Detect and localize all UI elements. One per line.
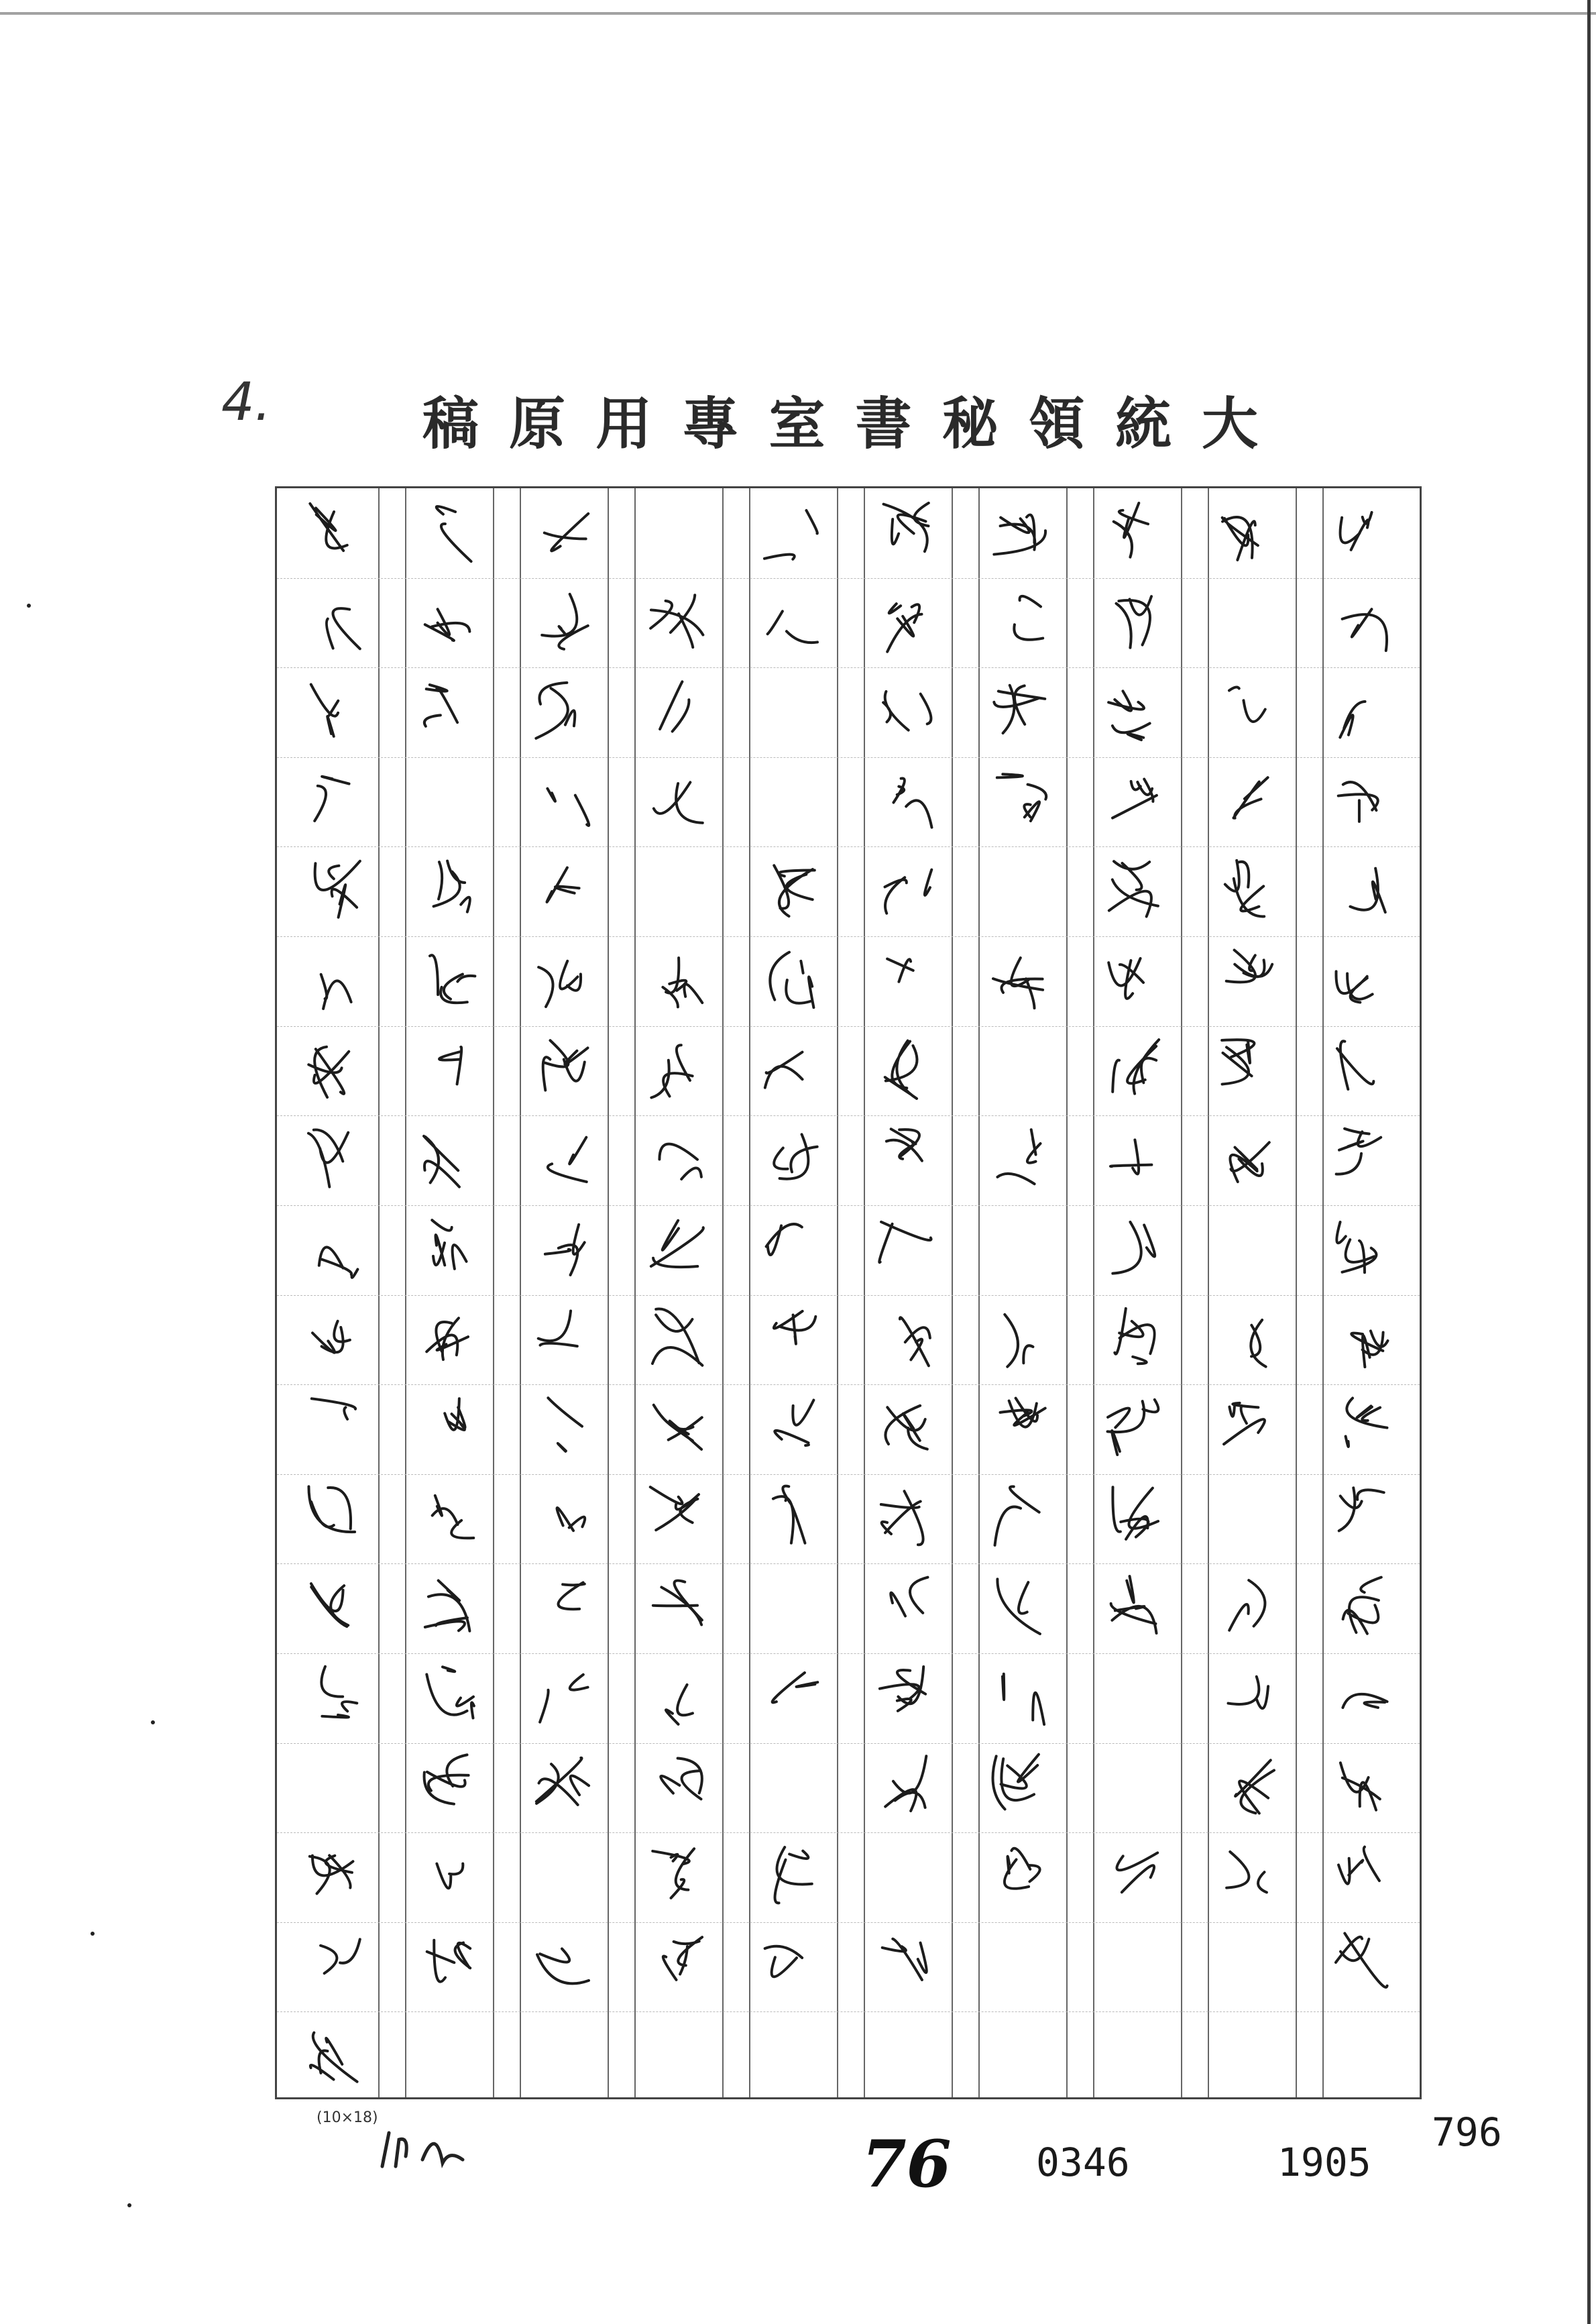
handwritten-glyph bbox=[1339, 1488, 1384, 1531]
handwritten-glyph bbox=[536, 1758, 589, 1805]
grid-column-line bbox=[405, 488, 406, 2097]
handwritten-glyph bbox=[663, 1937, 702, 1980]
scan-speck bbox=[27, 604, 31, 608]
handwritten-glyph bbox=[994, 685, 1045, 733]
grid-column-line bbox=[978, 488, 980, 2097]
handwritten-glyph bbox=[1346, 1398, 1387, 1447]
grid-column-line bbox=[493, 488, 494, 2097]
handwritten-glyph bbox=[1340, 702, 1365, 737]
doc-number-a: 0346 bbox=[1036, 2140, 1130, 2185]
handwritten-glyph bbox=[425, 1581, 470, 1631]
handwritten-glyph bbox=[433, 1496, 474, 1538]
handwritten-glyph bbox=[1229, 1580, 1265, 1630]
handwritten-glyph bbox=[1341, 512, 1372, 550]
handwritten-glyph bbox=[651, 1045, 692, 1097]
handwritten-glyph bbox=[538, 1311, 577, 1347]
handwritten-glyph bbox=[1229, 687, 1265, 722]
handwritten-glyph bbox=[1108, 1400, 1159, 1455]
handwritten-glyph bbox=[315, 777, 349, 821]
grid-column-line bbox=[608, 488, 609, 2097]
handwritten-glyph bbox=[548, 1138, 587, 1182]
handwritten-glyph bbox=[900, 1317, 930, 1366]
handwritten-glyph bbox=[321, 1939, 360, 1973]
handwritten-glyph bbox=[308, 1129, 348, 1186]
handwritten-glyph bbox=[321, 1667, 357, 1718]
grid-column-line bbox=[952, 488, 953, 2097]
handwritten-glyph bbox=[994, 515, 1045, 555]
header-char: 書 bbox=[855, 390, 915, 457]
handwritten-glyph bbox=[652, 1309, 702, 1365]
handwritten-glyph bbox=[997, 1129, 1040, 1184]
grid-row-line bbox=[277, 2011, 1420, 2012]
grid-row-line bbox=[277, 1563, 1420, 1564]
handwritten-glyph bbox=[651, 1221, 703, 1267]
handwritten-glyph bbox=[1230, 1142, 1269, 1182]
handwritten-glyph bbox=[887, 1129, 922, 1160]
handwritten-glyph bbox=[545, 514, 588, 551]
handwritten-glyph bbox=[885, 1406, 927, 1449]
handwritten-glyph bbox=[659, 1144, 701, 1179]
handwritten-glyph bbox=[1336, 1222, 1376, 1272]
handwritten-glyph bbox=[1338, 782, 1378, 822]
corner-mark: 4. bbox=[221, 372, 272, 433]
handwritten-glyph bbox=[1336, 971, 1372, 1002]
handwritten-glyph bbox=[1336, 1129, 1381, 1174]
handwritten-glyph bbox=[882, 1939, 927, 1980]
handwritten-glyph bbox=[1251, 1320, 1265, 1367]
handwritten-glyph bbox=[654, 782, 703, 822]
handwritten-glyph bbox=[997, 1579, 1039, 1634]
handwritten-glyph bbox=[765, 1946, 803, 1977]
handwritten-glyph bbox=[885, 1756, 926, 1811]
handwritten-glyph bbox=[1227, 1852, 1267, 1893]
handwritten-glyph bbox=[774, 1311, 815, 1344]
handwritten-glyph bbox=[1229, 1677, 1269, 1708]
handwritten-glyph bbox=[312, 1321, 350, 1353]
handwritten-glyph bbox=[885, 1041, 917, 1099]
grid-column-line bbox=[722, 488, 724, 2097]
handwritten-glyph bbox=[1117, 1852, 1157, 1892]
handwritten-glyph bbox=[1337, 1041, 1373, 1089]
handwritten-glyph bbox=[884, 503, 929, 551]
handwritten-glyph bbox=[1224, 1403, 1265, 1444]
handwritten-glyph bbox=[891, 1578, 927, 1616]
header-char: 室 bbox=[768, 390, 828, 457]
grid-row-line bbox=[277, 1026, 1420, 1027]
handwritten-glyph bbox=[1343, 1578, 1381, 1634]
handwritten-glyph bbox=[1338, 1847, 1379, 1884]
handwritten-glyph bbox=[434, 861, 470, 912]
page-header bbox=[422, 382, 1261, 456]
handwritten-glyph bbox=[537, 1948, 589, 1983]
handwritten-glyph bbox=[1109, 861, 1158, 916]
handwritten-glyph bbox=[660, 681, 689, 731]
handwritten-glyph bbox=[1005, 1315, 1033, 1367]
handwritten-glyph bbox=[308, 1047, 349, 1097]
handwritten-glyph bbox=[439, 1047, 461, 1084]
handwritten-glyph bbox=[310, 2033, 357, 2082]
handwritten-glyph bbox=[773, 1673, 818, 1702]
handwritten-glyph bbox=[424, 685, 457, 726]
right-scan-edge bbox=[1587, 0, 1591, 2324]
header-char: 秘 bbox=[942, 390, 1001, 457]
handwritten-glyph bbox=[992, 1755, 1038, 1810]
grid-column-line bbox=[837, 488, 838, 2097]
grid-row-line bbox=[277, 1115, 1420, 1116]
handwritten-glyph bbox=[426, 1318, 468, 1360]
handwritten-glyph bbox=[311, 684, 339, 736]
handwritten-glyph bbox=[650, 1487, 699, 1530]
handwritten-glyph bbox=[1225, 861, 1264, 917]
handwritten-glyph bbox=[654, 1405, 702, 1449]
grid-row-line bbox=[277, 1743, 1420, 1744]
handwritten-glyph bbox=[1343, 1694, 1387, 1708]
grid-row-line bbox=[277, 1205, 1420, 1206]
handwritten-glyph bbox=[770, 952, 813, 1007]
handwritten-glyph bbox=[430, 955, 475, 1003]
handwritten-glyph bbox=[885, 870, 932, 914]
manuscript-grid bbox=[275, 486, 1422, 2099]
handwritten-glyph bbox=[545, 1225, 585, 1275]
handwritten-glyph bbox=[542, 594, 588, 649]
handwritten-glyph bbox=[768, 611, 817, 643]
handwritten-glyph bbox=[775, 1400, 813, 1446]
handwritten-glyph bbox=[319, 1247, 358, 1277]
handwritten-glyph bbox=[1014, 596, 1043, 640]
handwritten-glyph bbox=[663, 958, 702, 1007]
handwritten-glyph bbox=[426, 1667, 474, 1718]
handwritten-glyph bbox=[315, 861, 360, 918]
handwritten-glyph bbox=[1336, 1934, 1387, 1987]
handwritten-glyph bbox=[437, 506, 471, 561]
handwritten-glyph bbox=[1222, 517, 1258, 560]
grid-column-line bbox=[864, 488, 865, 2097]
header-char: 稿 bbox=[422, 390, 482, 457]
header-char: 原 bbox=[509, 390, 569, 457]
handwritten-glyph bbox=[774, 1134, 817, 1178]
handwritten-glyph bbox=[773, 1486, 805, 1543]
handwritten-glyph bbox=[1235, 1760, 1274, 1813]
grid-row-line bbox=[277, 578, 1420, 579]
handwritten-footnote-scribble bbox=[376, 2119, 476, 2173]
handwritten-glyph bbox=[995, 1486, 1039, 1545]
grid-column-line bbox=[1181, 488, 1182, 2097]
header-char: 統 bbox=[1115, 390, 1174, 457]
handwritten-glyph bbox=[880, 1667, 925, 1711]
handwritten-glyph bbox=[1114, 503, 1148, 557]
handwritten-glyph bbox=[445, 1398, 465, 1430]
grid-column-line bbox=[1322, 488, 1324, 2097]
header-char: 領 bbox=[1028, 390, 1088, 457]
handwritten-glyph bbox=[425, 609, 470, 641]
handwritten-glyph bbox=[1227, 950, 1272, 982]
handwritten-glyph bbox=[1341, 1763, 1380, 1810]
handwritten-glyph bbox=[536, 683, 575, 738]
grid-row-line bbox=[277, 1384, 1420, 1385]
handwritten-glyph bbox=[427, 1940, 470, 1982]
grid-row-line bbox=[277, 1474, 1420, 1475]
handwritten-glyph bbox=[993, 958, 1043, 1008]
header-char: 專 bbox=[682, 390, 742, 457]
scan-speck bbox=[127, 2203, 131, 2207]
handwritten-glyph bbox=[764, 510, 817, 559]
handwritten-glyph bbox=[1005, 1848, 1040, 1889]
handwritten-glyph bbox=[661, 1758, 702, 1799]
handwritten-glyph bbox=[308, 1486, 355, 1532]
top-scan-border bbox=[0, 12, 1596, 15]
doc-number-b: 1905 bbox=[1277, 2140, 1371, 2185]
grid-row-line bbox=[277, 846, 1420, 847]
handwritten-glyph bbox=[1351, 1331, 1387, 1367]
handwritten-glyph bbox=[424, 1136, 459, 1187]
handwritten-glyph bbox=[774, 865, 814, 916]
handwritten-glyph bbox=[1113, 1040, 1159, 1093]
handwritten-glyph bbox=[1233, 777, 1267, 818]
grid-row-line bbox=[277, 757, 1420, 758]
handwritten-glyph bbox=[881, 1491, 923, 1545]
header-char: 大 bbox=[1201, 390, 1261, 457]
handwritten-glyph bbox=[1343, 609, 1387, 651]
handwritten-glyph bbox=[327, 608, 360, 649]
handwritten-glyph bbox=[887, 604, 921, 652]
handwritten-glyph bbox=[997, 774, 1046, 821]
handwritten-glyph bbox=[312, 1398, 355, 1419]
grid-column-line bbox=[520, 488, 521, 2097]
grid-row-line bbox=[277, 1295, 1420, 1296]
handwritten-glyph bbox=[1108, 691, 1149, 740]
handwritten-glyph bbox=[666, 1685, 693, 1724]
grid-column-line bbox=[1093, 488, 1094, 2097]
grid-column-line bbox=[1208, 488, 1209, 2097]
grid-row-line bbox=[277, 936, 1420, 937]
page-number: 76 bbox=[862, 2126, 952, 2202]
handwritten-glyph bbox=[883, 691, 931, 730]
grid-column-line bbox=[749, 488, 750, 2097]
handwritten-glyph bbox=[311, 1584, 348, 1626]
handwritten-glyph bbox=[548, 1398, 582, 1451]
doc-number-c: 796 bbox=[1432, 2109, 1502, 2155]
handwritten-glyph bbox=[1350, 869, 1385, 912]
grid-column-line bbox=[634, 488, 636, 2097]
handwriting-strokes bbox=[277, 488, 1420, 2097]
handwritten-glyph bbox=[1001, 1398, 1045, 1427]
handwritten-glyph bbox=[310, 1855, 353, 1893]
grid-column-line bbox=[1296, 488, 1297, 2097]
grid-size-label: (10×18) bbox=[317, 2109, 378, 2126]
handwritten-glyph bbox=[547, 868, 579, 902]
handwritten-glyph bbox=[1003, 1674, 1044, 1724]
handwritten-glyph bbox=[893, 778, 931, 827]
handwritten-glyph bbox=[547, 789, 589, 826]
handwritten-glyph bbox=[424, 1755, 469, 1804]
scan-speck bbox=[91, 1932, 95, 1936]
grid-row-line bbox=[277, 1832, 1420, 1833]
handwritten-glyph bbox=[310, 504, 347, 551]
handwritten-glyph bbox=[1113, 1222, 1155, 1274]
handwritten-glyph bbox=[321, 975, 351, 1009]
handwritten-glyph bbox=[540, 1675, 587, 1722]
handwritten-glyph bbox=[1111, 1576, 1157, 1633]
grid-row-line bbox=[277, 667, 1420, 668]
handwritten-glyph bbox=[887, 959, 913, 982]
grid-column-line bbox=[1066, 488, 1068, 2097]
handwritten-glyph bbox=[1115, 1309, 1154, 1364]
handwritten-glyph bbox=[1108, 958, 1143, 999]
handwritten-glyph bbox=[650, 595, 703, 647]
handwritten-glyph bbox=[1113, 779, 1157, 818]
handwritten-glyph bbox=[765, 1052, 803, 1088]
grid-row-line bbox=[277, 1653, 1420, 1654]
grid-column-line bbox=[378, 488, 380, 2097]
handwritten-glyph bbox=[653, 1581, 702, 1625]
handwritten-glyph bbox=[538, 961, 581, 1007]
handwritten-glyph bbox=[1116, 596, 1151, 648]
handwritten-glyph bbox=[1222, 1040, 1254, 1084]
handwritten-glyph bbox=[652, 1848, 694, 1898]
handwritten-glyph bbox=[543, 1040, 588, 1090]
scan-speck bbox=[151, 1720, 155, 1724]
handwritten-glyph bbox=[879, 1222, 931, 1262]
handwritten-glyph bbox=[766, 1224, 802, 1255]
grid-row-line bbox=[277, 1922, 1420, 1923]
handwritten-glyph bbox=[775, 1847, 812, 1903]
handwritten-glyph bbox=[1110, 1140, 1151, 1174]
handwritten-glyph bbox=[558, 1582, 584, 1609]
handwritten-glyph bbox=[437, 1864, 463, 1889]
handwritten-glyph bbox=[557, 1508, 585, 1531]
handwritten-glyph bbox=[1113, 1487, 1158, 1539]
handwritten-glyph bbox=[432, 1220, 466, 1269]
header-char: 用 bbox=[595, 390, 655, 457]
